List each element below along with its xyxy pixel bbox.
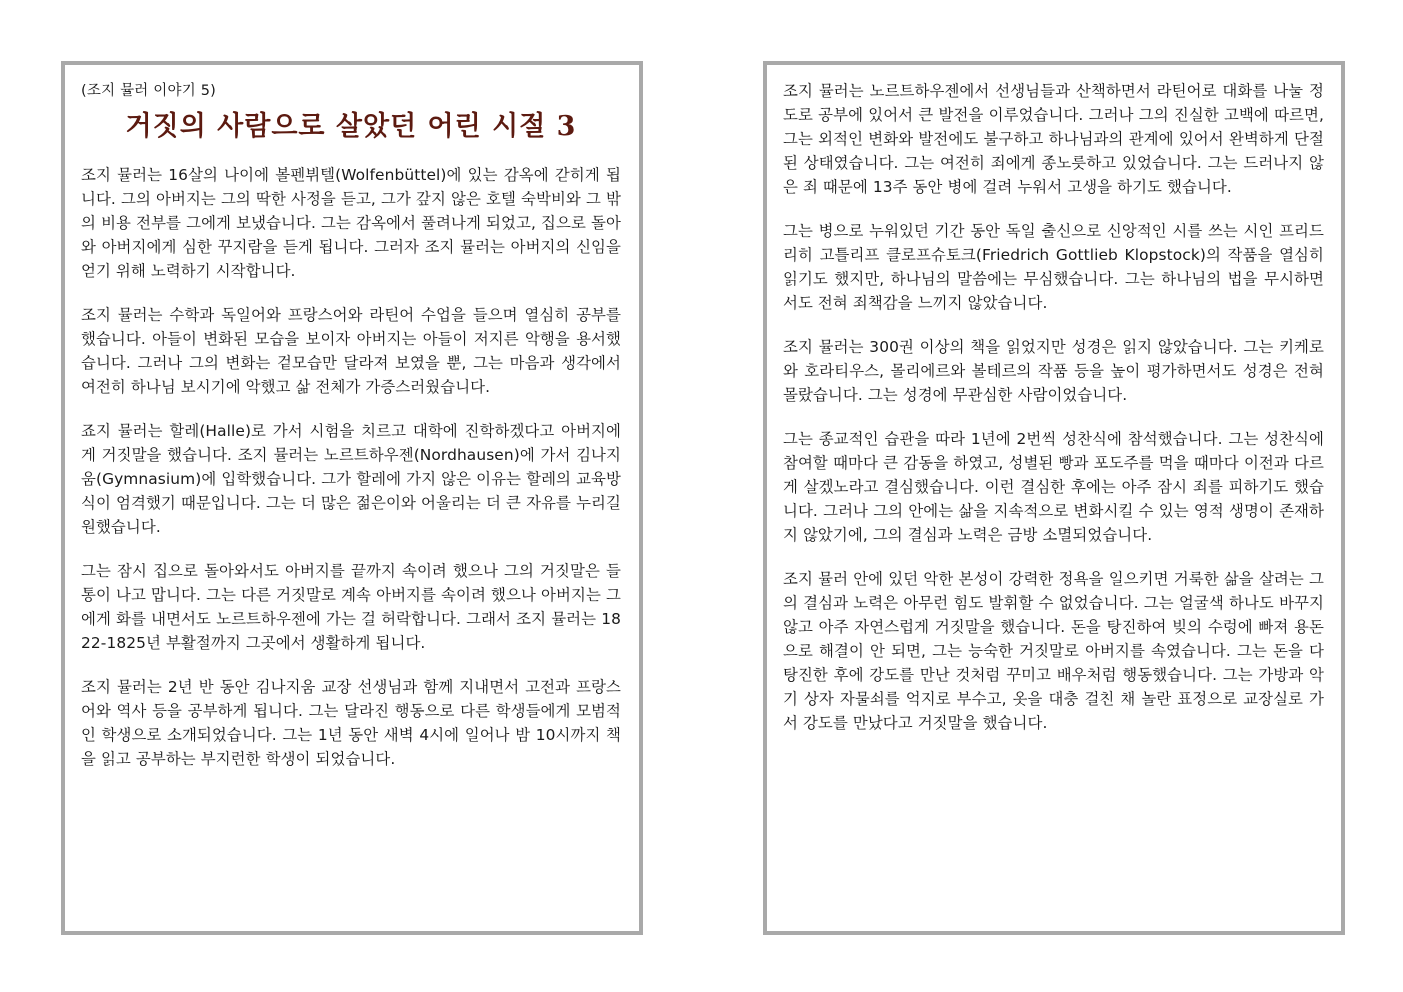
- paragraph: 조지 뮬러는 16살의 나이에 볼펜뷔텔(Wolfenbüttel)에 있는 감옥에 갇히게 됩니다. 그의 아버지는 그의 딱한 사정을 듣고, 그가 갚지 않은 호텔 숙박비와 그 밖의 비용 전부를 그에게 보냈습니다. 그는 감옥에서 풀려나게 되었고, 집으로 돌아와 아버지에게 심한 꾸지람을 듣게 됩니다. 그러자 조지 뮬러는 아버지의 신임을 얻기 위해 노력하기 시작합니다.: [81, 166, 621, 280]
- paragraph: 그는 종교적인 습관을 따라 1년에 2번씩 성찬식에 참석했습니다. 그는 성찬식에 참여할 때마다 큰 감동을 하였고, 성별된 빵과 포도주를 먹을 때마다 이전과 다르게 살겠노라고 결심했습니다. 이런 결심한 후에는 아주 잠시 죄를 피하기도 했습니다. 그러나 그의 안에는 삶을 지속적으로 변화시킬 수 있는 영적 생명이 존재하지 않았기에, 그의 결심과 노력은 금방 소멸되었습니다.: [783, 430, 1324, 544]
- right-page-panel: [763, 61, 1345, 935]
- paragraph: 그는 잠시 집으로 돌아와서도 아버지를 끝까지 속이려 했으나 그의 거짓말은 들통이 나고 맙니다. 그는 다른 거짓말로 계속 아버지를 속이려 했으나 아버지는 그에게 화를 내면서도 노르트하우젠에 가는 걸 허락합니다. 그래서 조지 뮬러는 1822-1825년 부활절까지 그곳에서 생활하게 됩니다.: [81, 562, 621, 652]
- page-title: 거짓의 사람으로 살았던 어린 시절 3: [125, 111, 577, 142]
- paragraph: 조지 뮬러는 300권 이상의 책을 읽었지만 성경은 읽지 않았습니다. 그는 키케로와 호라티우스, 몰리에르와 볼테르의 작품 등을 높이 평가하면서도 성경은 전혀 몰랐습니다. 그는 성경에 무관심한 사람이었습니다.: [783, 338, 1324, 404]
- paragraph: 조지 뮬러는 2년 반 동안 김나지움 교장 선생님과 함께 지내면서 고전과 프랑스어와 역사 등을 공부하게 됩니다. 그는 달라진 행동으로 다른 학생들에게 모범적인 학생으로 소개되었습니다. 그는 1년 동안 새벽 4시에 일어나 밤 10시까지 책을 읽고 공부하는 부지런한 학생이 되었습니다.: [81, 678, 621, 768]
- paragraph: 조지 뮬러는 노르트하우젠에서 선생님들과 산책하면서 라틴어로 대화를 나눌 정도로 공부에 있어서 큰 발전을 이루었습니다. 그러나 그의 진실한 고백에 따르면, 그는 외적인 변화와 발전에도 불구하고 하나님과의 관계에 있어서 완벽하게 단절된 상태였습니다. 그는 여전히 죄에게 종노릇하고 있었습니다. 그는 드러나지 않은 죄 때문에 13주 동안 병에 걸려 누워서 고생을 하기도 했습니다.: [783, 82, 1324, 196]
- paragraph: 조지 뮬러 안에 있던 악한 본성이 강력한 정욕을 일으키면 거룩한 삶을 살려는 그의 결심과 노력은 아무런 힘도 발휘할 수 없었습니다. 그는 얼굴색 하나도 바꾸지 않고 아주 자연스럽게 거짓말을 했습니다. 돈을 탕진하여 빚의 수렁에 빠져 용돈으로 해결이 안 되면, 그는 능숙한 거짓말로 아버지를 속였습니다. 그는 돈을 다 탕진한 후에 강도를 만난 것처럼 꾸미고 배우처럼 행동했습니다. 그는 가방과 악기 상자 자물쇠를 억지로 부수고, 옷을 대충 걸친 채 놀란 표정으로 교장실로 가서 강도를 만났다고 거짓말을 했습니다.: [783, 570, 1324, 732]
- paragraph: 조지 뮬러는 수학과 독일어와 프랑스어와 라틴어 수업을 들으며 열심히 공부를 했습니다. 아들이 변화된 모습을 보이자 아버지는 아들이 저지른 악행을 용서했습니다. 그러나 그의 변화는 겉모습만 달라져 보였을 뿐, 그는 마음과 생각에서 여전히 하나님 보시기에 악했고 삶 전체가 가증스러웠습니다.: [81, 306, 621, 396]
- paragraph: 죠지 뮬러는 할레(Halle)로 가서 시험을 치르고 대학에 진학하겠다고 아버지에게 거짓말을 했습니다. 조지 뮬러는 노르트하우젠(Nordhausen)에 가서 김나지움(Gymnasium)에 입학했습니다. 그가 할레에 가지 않은 이유는 할레의 교육방식이 엄격했기 때문입니다. 그는 더 많은 젊은이와 어울리는 더 큰 자유를 누리길 원했습니다.: [81, 422, 621, 536]
- series-label: (조지 뮬러 이야기 5): [81, 83, 217, 99]
- paragraph: 그는 병으로 누워있던 기간 동안 독일 출신으로 신앙적인 시를 쓰는 시인 프리드리히 고틀리프 클로프슈토크(Friedrich Gottlieb Klopstock)의 작품을 열심히 읽기도 했지만, 하나님의 말씀에는 무심했습니다. 그는 하나님의 법을 무시하면서도 전혀 죄책감을 느끼지 않았습니다.: [783, 222, 1324, 312]
- left-page-panel: [61, 61, 643, 935]
